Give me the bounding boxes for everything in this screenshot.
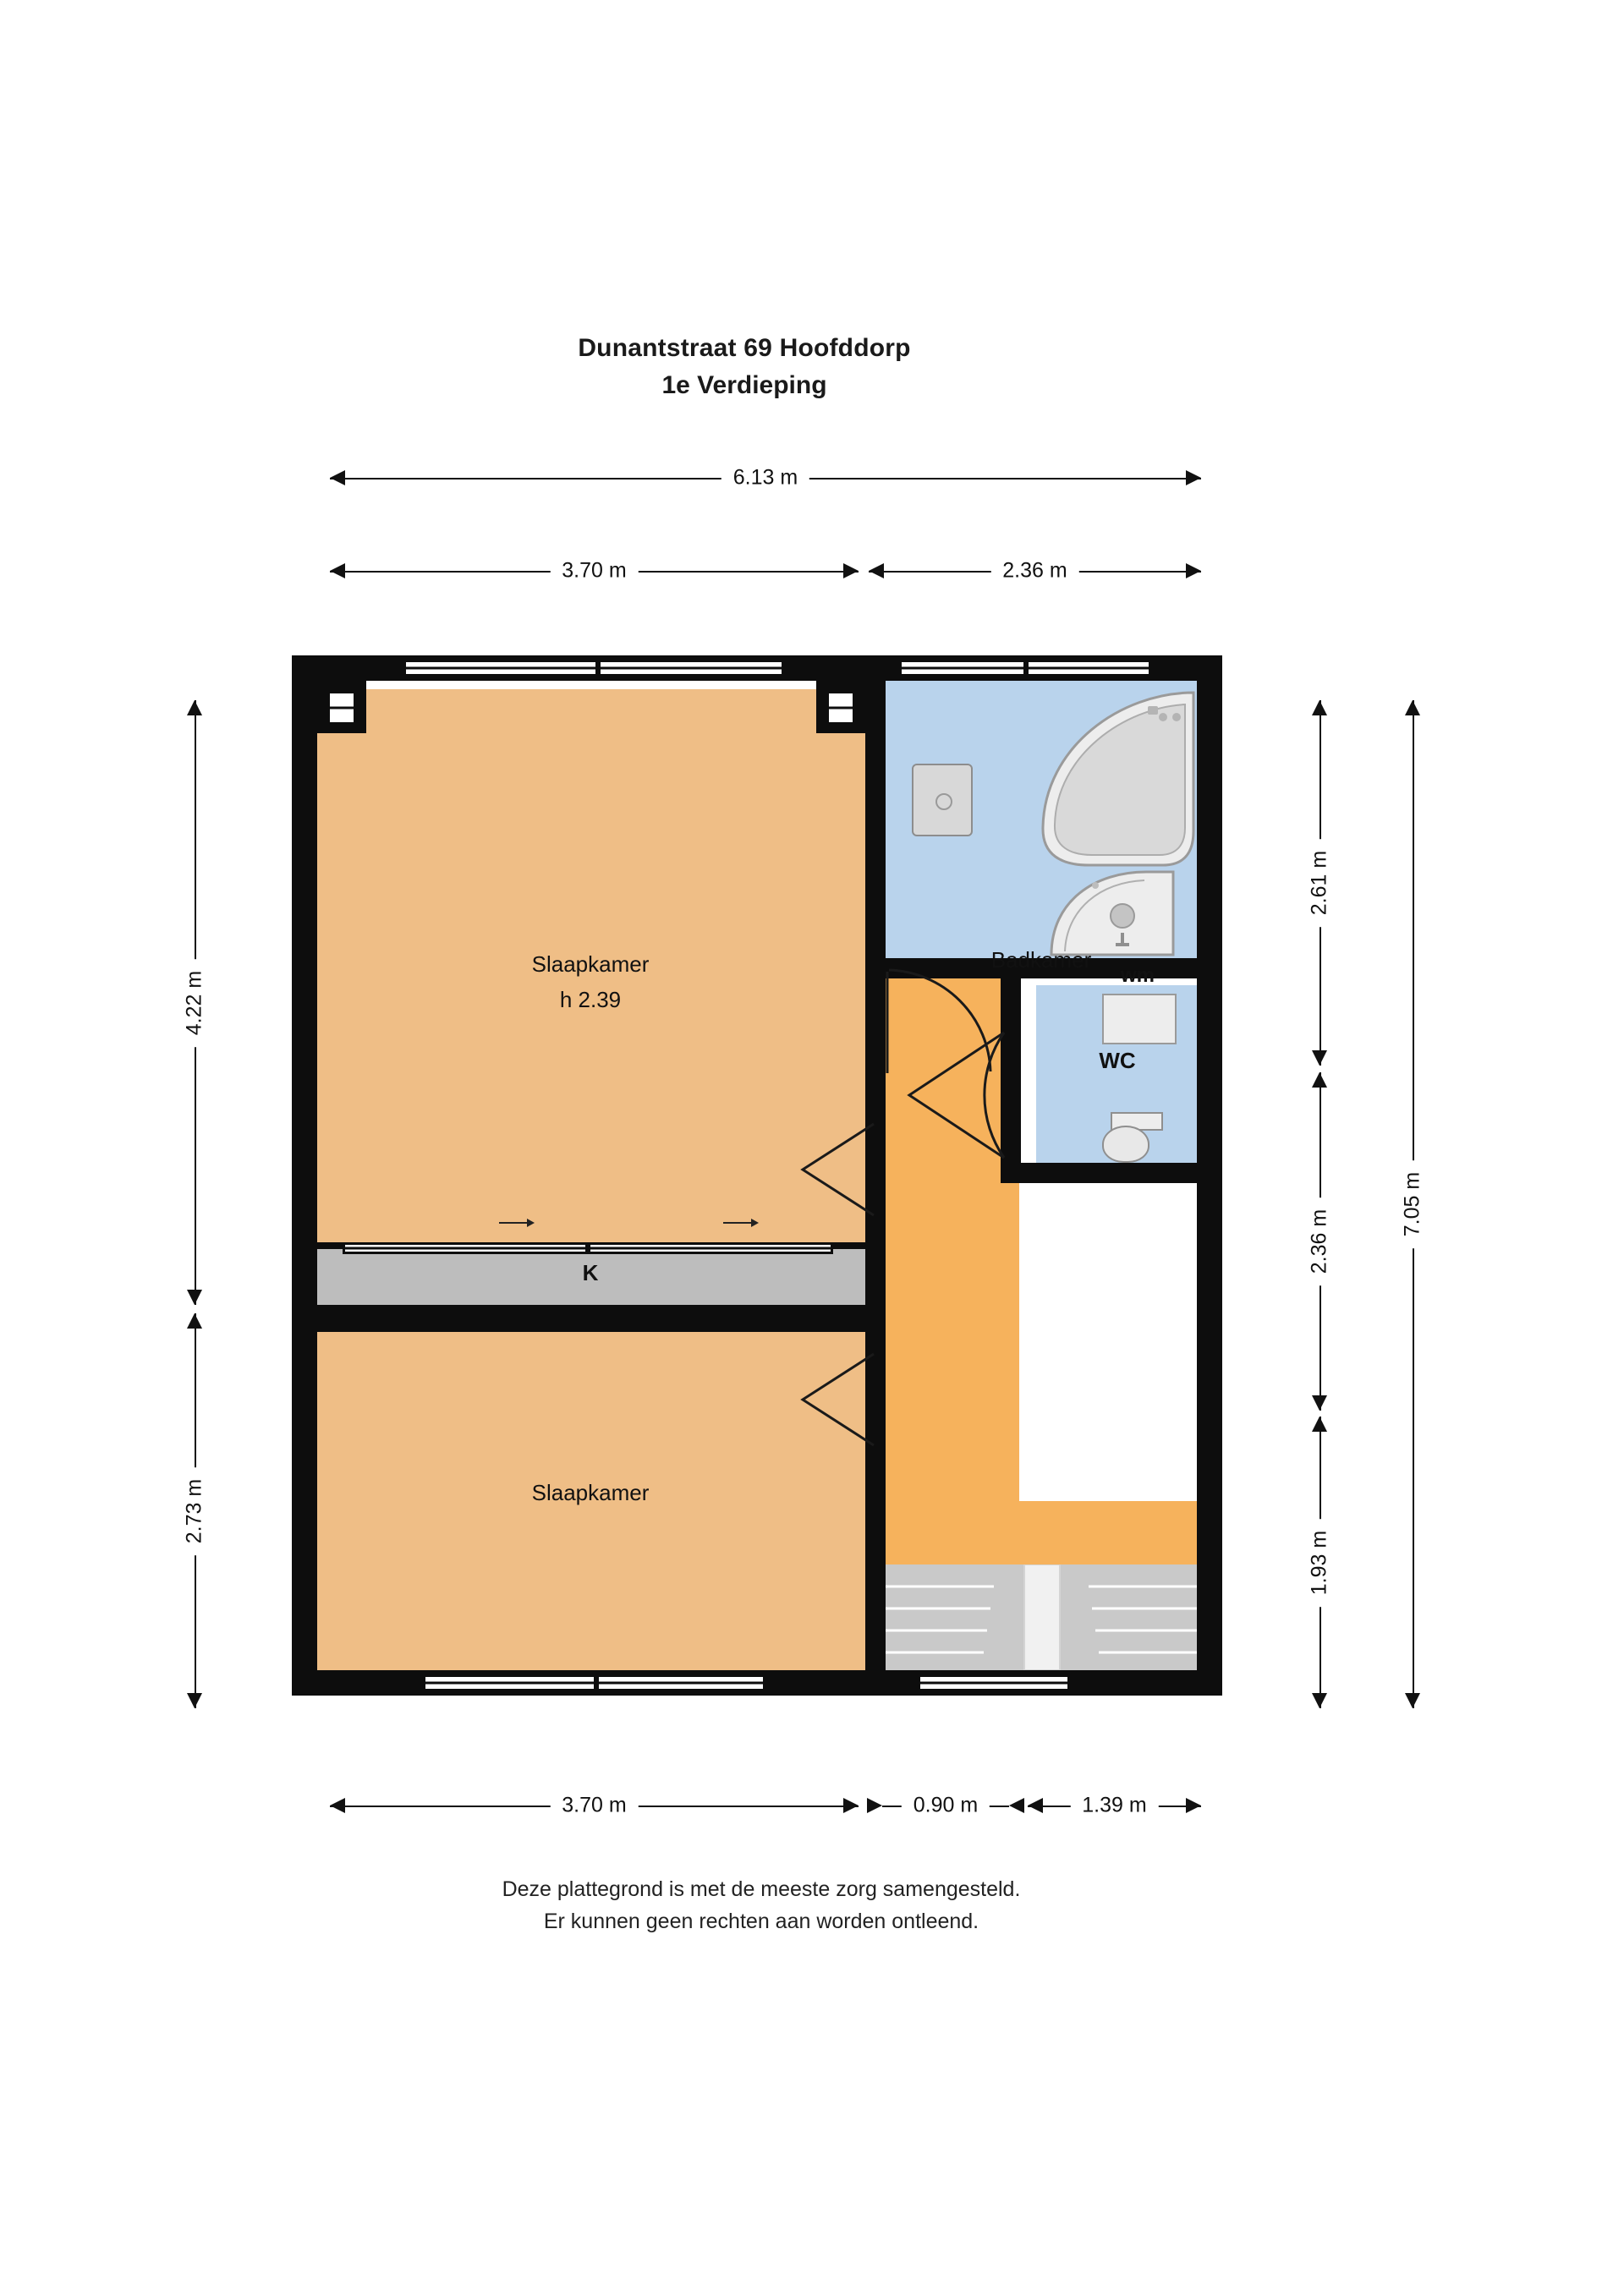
stairs: [884, 1564, 1199, 1670]
window-bottom-left-b: [596, 1674, 765, 1691]
washing-machine-icon: [1102, 994, 1177, 1044]
label-bedroom-rear: Slaapkamer: [531, 1480, 650, 1505]
dimension-left-upper-label: 4.22 m: [183, 958, 207, 1046]
disclaimer: [0, 1873, 1522, 1937]
label-bedroom-front-height: h 2.39: [559, 987, 622, 1012]
door-swing-wc-icon: [903, 1027, 1009, 1163]
direction-arrow-right: [723, 1222, 757, 1224]
dimension-right-upper: [1303, 700, 1336, 1066]
window-top-right-b: [1026, 660, 1151, 677]
dimension-top-left-label: 3.70 m: [550, 559, 638, 584]
dimension-bottom-left-label: 3.70 m: [550, 1794, 638, 1818]
disclaimer-line-1: Deze plattegrond is met de meeste zorg samengesteld.: [502, 1877, 1021, 1901]
dimension-top-overall: [330, 461, 1201, 495]
closet-slider-b: [588, 1242, 833, 1254]
label-closet: K: [582, 1260, 599, 1285]
closet-slider-a: [343, 1242, 588, 1254]
dimension-top-left: [330, 554, 859, 588]
door-swing-bedroom-front-icon: [796, 1119, 877, 1220]
dimension-bottom-mid: [882, 1789, 1009, 1822]
dimension-right-overall: [1396, 700, 1429, 1708]
wall-closet-bottom: [315, 1305, 865, 1332]
window-corner-mid: [826, 691, 855, 725]
washbasin-icon: [912, 764, 973, 836]
window-top-left-a: [403, 660, 598, 677]
label-wc: WC: [1099, 1048, 1136, 1073]
window-corner-left: [327, 691, 356, 725]
dimension-top-right: [869, 554, 1201, 588]
dimension-bottom-right: [1028, 1789, 1201, 1822]
window-bottom-right: [918, 1674, 1070, 1691]
window-top-right-a: [899, 660, 1026, 677]
title-address: Dunantstraat 69 Hoofddorp: [578, 334, 911, 362]
dimension-left-lower: [178, 1313, 211, 1708]
dimension-right-overall-label: 7.05 m: [1401, 1160, 1425, 1248]
floorplan-drawing: [292, 655, 1222, 1717]
window-top-left-b: [598, 660, 784, 677]
dimension-right-lower-label: 1.93 m: [1308, 1518, 1332, 1606]
dimension-left-lower-label: 2.73 m: [183, 1466, 207, 1554]
dimension-right-lower: [1303, 1417, 1336, 1708]
direction-arrow-left: [499, 1222, 533, 1224]
dimension-bottom-mid-label: 0.90 m: [902, 1794, 990, 1818]
dimension-right-upper-label: 2.61 m: [1308, 839, 1332, 927]
window-bottom-left-a: [423, 1674, 596, 1691]
dimension-right-mid: [1303, 1072, 1336, 1411]
disclaimer-line-2: Er kunnen geen rechten aan worden ontleend.: [543, 1910, 979, 1933]
door-swing-bedroom-rear-icon: [796, 1349, 877, 1450]
dimension-top-right-label: 2.36 m: [990, 559, 1078, 584]
wall-left: [292, 655, 317, 1696]
dimension-bottom-right-label: 1.39 m: [1070, 1794, 1158, 1818]
title-floor: 1e Verdieping: [661, 371, 827, 399]
dimension-left-upper: [178, 700, 211, 1305]
dimension-bottom-left: [330, 1789, 859, 1822]
label-washing-machine: wm: [1120, 964, 1155, 987]
toilet-bowl-icon: [1102, 1126, 1149, 1163]
stairs-treads-icon: [884, 1564, 1199, 1670]
page-title: [0, 334, 1489, 400]
wall-toilet-bottom: [1001, 1163, 1199, 1183]
bathtub-icon: [1036, 688, 1197, 869]
dimension-right-mid-label: 2.36 m: [1308, 1197, 1332, 1285]
wall-right: [1197, 655, 1222, 1696]
room-landing: [884, 1501, 1199, 1564]
label-bedroom-front: Slaapkamer: [531, 951, 650, 977]
label-bathroom: Badkamer: [990, 947, 1092, 973]
dimension-top-overall-label: 6.13 m: [721, 466, 809, 490]
